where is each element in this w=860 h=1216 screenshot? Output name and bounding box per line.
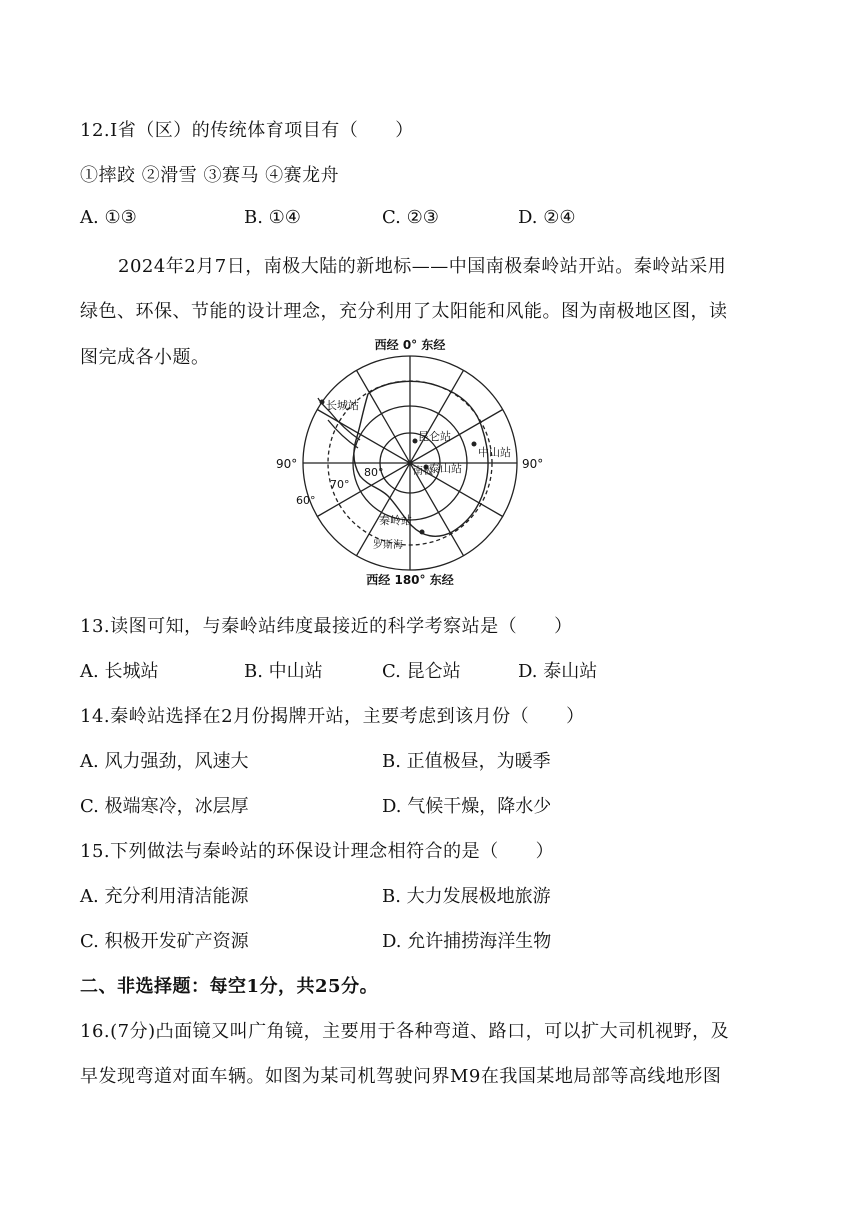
passage-line-3: 图完成各小题。 [80,347,210,368]
station-label-zhongshan: 中山站 [478,446,511,459]
station-marker-changcheng [320,400,325,405]
lat-60-label: 60° [296,494,316,507]
station-label-taishan: 泰山站 [429,462,462,475]
q13-option-b: B. 中山站 [244,661,323,682]
q12-option-c: C. ②③ [382,207,439,228]
q12-option-b: B. ①④ [244,207,301,228]
q12-option-d: D. ②④ [518,207,576,228]
section-2-heading: 二、非选择题：每空1分，共25分。 [80,976,379,997]
q16-line-1: 16.(7分)凸面镜又叫广角镜，主要用于各种弯道、路口，可以扩大司机视野，及 [80,1021,730,1042]
sea-label-ross: 罗斯海 [373,540,403,551]
q16-line-2: 早发现弯道对面车辆。如图为某司机驾驶问界M9在我国某地局部等高线地形图 [80,1066,722,1087]
q15-option-d: D. 允许捕捞海洋生物 [382,931,552,952]
station-marker-kunlun [413,439,418,444]
lat-80-label: 80° [364,466,384,479]
q15-option-a: A. 充分利用清洁能源 [80,886,249,907]
q14-option-d: D. 气候干燥，降水少 [382,796,552,817]
q14-option-b: B. 正值极昼，为暖季 [382,751,551,772]
q13-stem: 13.读图可知，与秦岭站纬度最接近的科学考察站是（ ） [80,616,573,637]
station-marker-qinling [420,530,425,535]
antarctica-map [276,336,546,588]
q12-option-a: A. ①③ [80,207,137,228]
q15-option-b: B. 大力发展极地旅游 [382,886,551,907]
q14-option-c: C. 极端寒冷，冰层厚 [80,796,249,817]
map-bottom-label: 西经 180° 东经 [366,573,454,587]
q13-option-c: C. 昆仑站 [382,661,461,682]
south-pole-label: 南极 [413,466,433,477]
q14-option-a: A. 风力强劲，风速大 [80,751,249,772]
passage-line-2: 绿色、环保、节能的设计理念，充分利用了太阳能和风能。图为南极地区图，读 [80,301,728,322]
lat-70-label: 70° [330,478,350,491]
q13-option-d: D. 泰山站 [518,661,598,682]
station-label-changcheng: 长城站 [326,399,359,412]
map-top-label: 西经 0° 东经 [374,338,446,352]
antarctica-continent-shape [354,381,488,536]
south-pole-marker [408,461,413,466]
map-left-label: 90° [276,457,298,471]
passage-line-1: 2024年2月7日，南极大陆的新地标——中国南极秦岭站开站。秦岭站采用 [118,256,727,277]
station-label-kunlun: 昆仑站 [418,430,451,443]
q15-option-c: C. 积极开发矿产资源 [80,931,249,952]
q13-option-a: A. 长城站 [80,661,159,682]
q12-stem: 12.Ⅰ省（区）的传统体育项目有（ ） [80,120,414,141]
station-label-qinling: 秦岭站 [379,514,412,527]
q15-stem: 15.下列做法与秦岭站的环保设计理念相符合的是（ ） [80,841,555,862]
station-marker-zhongshan [472,442,477,447]
map-right-label: 90° [522,457,544,471]
q14-stem: 14.秦岭站选择在2月份揭牌开站，主要考虑到该月份（ ） [80,706,585,727]
q12-items: ①摔跤 ②滑雪 ③赛马 ④赛龙舟 [80,165,340,186]
